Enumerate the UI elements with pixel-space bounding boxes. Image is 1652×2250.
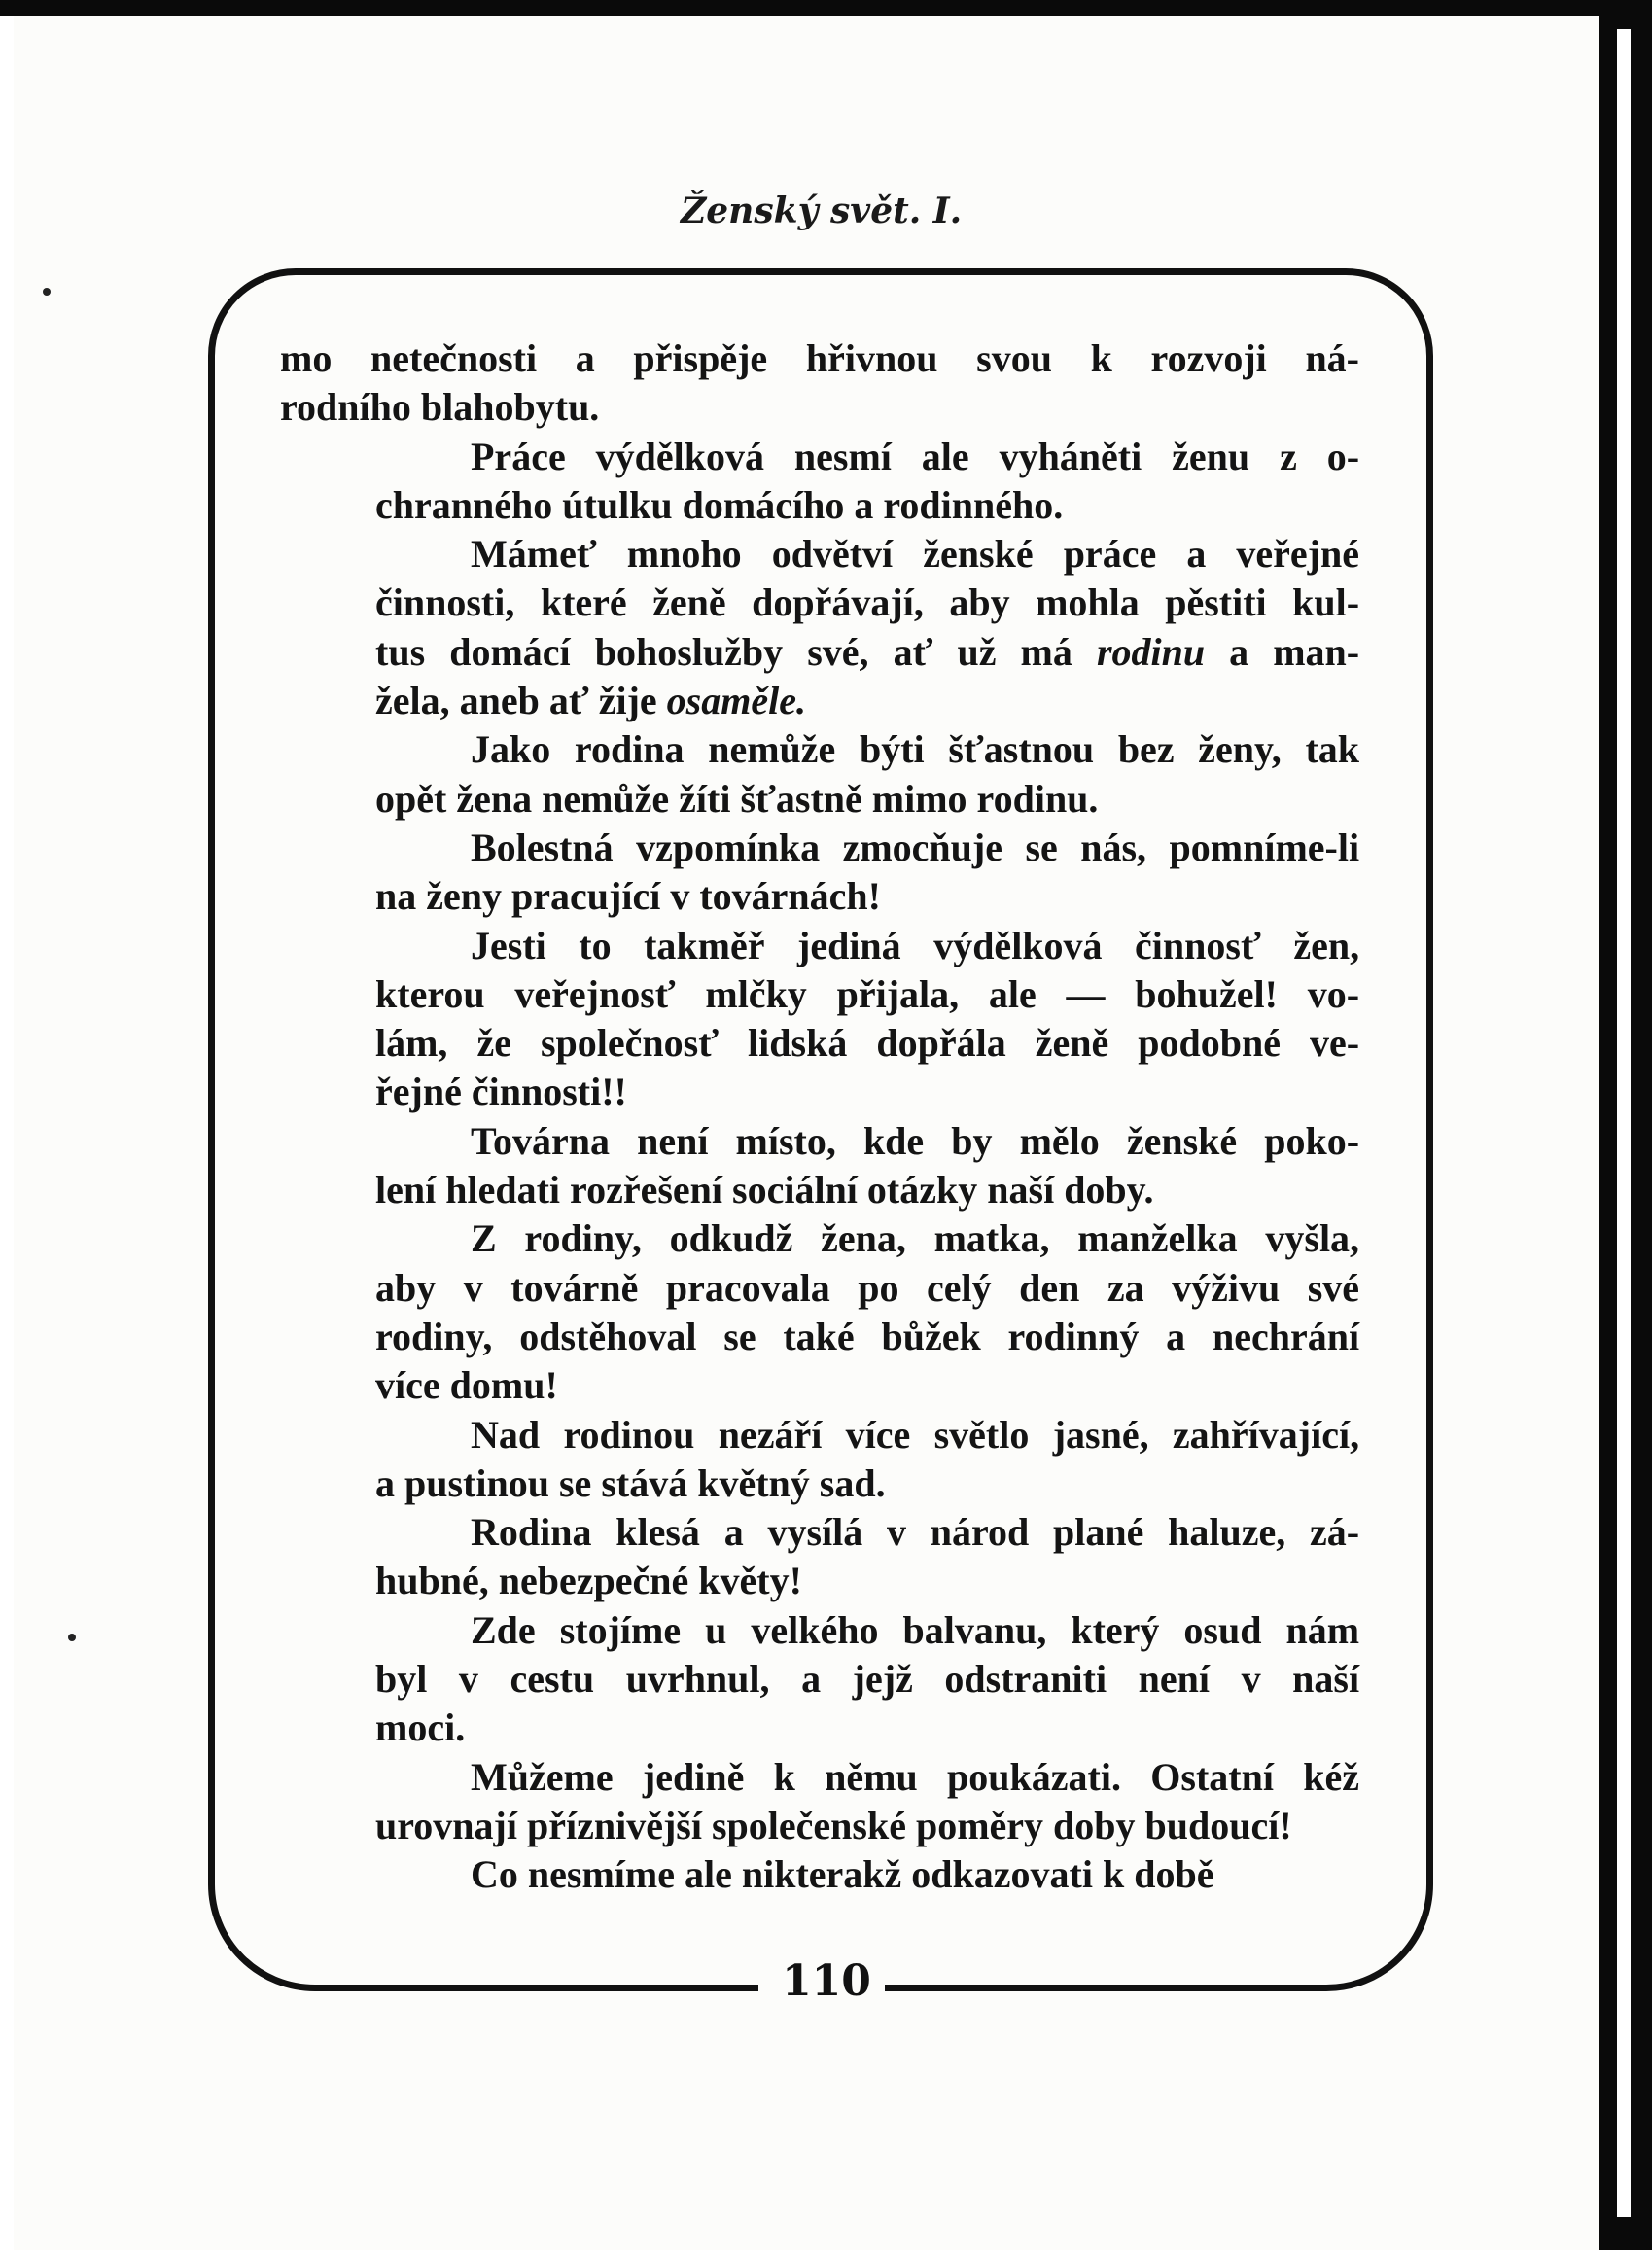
- text-line: a pustinou se stává květný sad.: [375, 1460, 886, 1505]
- text-line: aby v továrně pracovala po celý den za výživu své: [375, 1265, 1360, 1310]
- text-line: lám, že společnosť lidská dopřála ženě podobné ve-: [375, 1021, 1360, 1066]
- text-line: rodiny, odstěhoval se také bůžek rodinný a nechrání: [375, 1314, 1360, 1358]
- text-line: moci.: [375, 1705, 466, 1750]
- paragraph: [280, 824, 1359, 922]
- text-line: Jesti to takměř jediná výdělková činnosť žen,: [471, 923, 1360, 967]
- text-line: kterou veřejnosť mlčky přijala, ale — bohužel! vo-: [375, 971, 1360, 1016]
- text-line: řejné činnosti!!: [375, 1070, 627, 1114]
- text-line: Továrna není místo, kde by mělo ženské poko-: [471, 1118, 1360, 1163]
- text-line: Nad rodinou nezáří více světlo jasné, zahřívající,: [471, 1412, 1360, 1457]
- paragraph: [280, 433, 1359, 531]
- paragraph: [280, 1508, 1359, 1606]
- text-line: tus domácí bohoslužby své, ať už má rodinu a man-: [375, 629, 1360, 674]
- paragraph: [280, 922, 1359, 1117]
- text-line: Rodina klesá a vysílá v národ plané haluze, zá-: [471, 1510, 1360, 1555]
- paragraph: [280, 334, 1359, 433]
- scan-border-top: [0, 0, 1652, 16]
- text-line: hubné, nebezpečné květy!: [375, 1559, 802, 1603]
- paragraph: [280, 1117, 1359, 1215]
- text-line: Můžeme jedině k němu poukázati. Ostatní kéž: [471, 1754, 1360, 1799]
- text-line: mo netečnosti a přispěje hřivnou svou k rozvoji ná-: [280, 336, 1360, 380]
- text-line: více domu!: [375, 1363, 558, 1408]
- paragraph: [280, 1753, 1359, 1851]
- running-title: Ženský svět. I.: [681, 191, 963, 231]
- text-line: Bolestná vzpomínka zmocňuje se nás, pomníme-li: [471, 825, 1360, 869]
- text-line: Práce výdělková nesmí ale vyháněti ženu z o-: [471, 434, 1360, 478]
- text-line: rodního blahobytu.: [280, 385, 600, 430]
- text-line: byl v cestu uvrhnul, a jejž odstraniti není v naší: [375, 1657, 1360, 1702]
- page-number: 110: [782, 1956, 871, 2006]
- paragraph: [280, 1850, 1359, 1899]
- text-line: Mámeť mnoho odvětví ženské práce a veřejné: [471, 532, 1360, 577]
- text-line: Co nesmíme ale nikterakž odkazovati k době: [471, 1852, 1214, 1897]
- text-line: činnosti, které ženě dopřávají, aby mohla pěstiti kul-: [375, 580, 1360, 625]
- text-line: opět žena nemůže žíti šťastně mimo rodinu.: [375, 776, 1099, 821]
- scan-speck: [68, 1634, 76, 1641]
- text-line: Z rodiny, odkudž žena, matka, manželka vyšla,: [471, 1216, 1360, 1261]
- paragraph: [280, 530, 1359, 725]
- text-line: Zde stojíme u velkého balvanu, který osud nám: [471, 1607, 1360, 1652]
- scan-speck: [43, 288, 51, 296]
- text-line: Jako rodina nemůže býti šťastnou bez ženy, tak: [471, 727, 1360, 772]
- adjacent-page-edge: [1617, 29, 1631, 2217]
- text-line: lení hledati rozřešení sociální otázky naší doby.: [375, 1168, 1154, 1213]
- text-line: na ženy pracující v továrnách!: [375, 874, 881, 919]
- text-line: žela, aneb ať žije osaměle.: [375, 679, 806, 723]
- body-text: [280, 334, 1359, 1900]
- paragraph: [280, 1606, 1359, 1753]
- paragraph: [280, 1411, 1359, 1509]
- paragraph: [280, 1214, 1359, 1410]
- paragraph: [280, 725, 1359, 824]
- text-line: chranného útulku domácího a rodinného.: [375, 482, 1064, 527]
- text-line: urovnají příznivější společenské poměry doby budoucí!: [375, 1803, 1292, 1847]
